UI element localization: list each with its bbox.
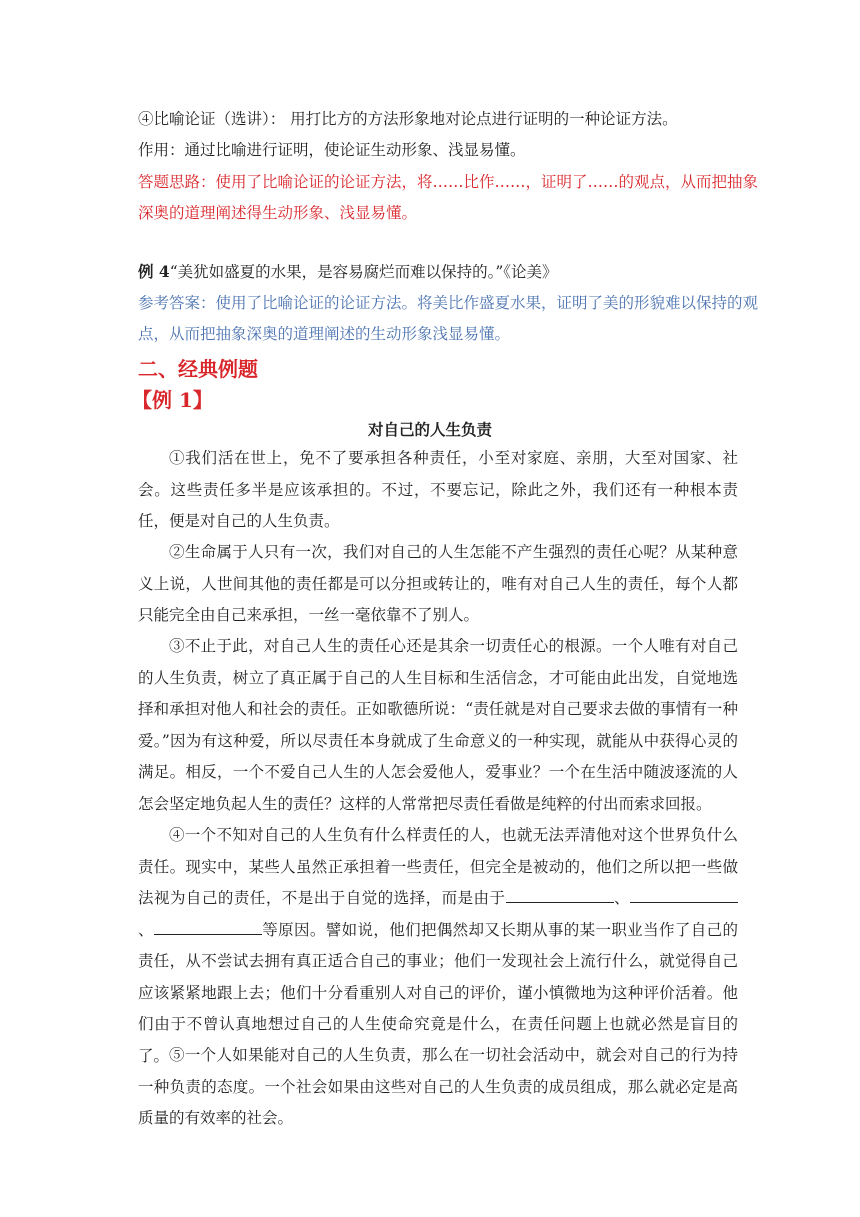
paragraph-4-rest: 等原因。譬如说，他们把偶然却又长期从事的某一职业当作了自己的责任，从不尝试去拥有真正适合自己的事业；他们一发现社会上流行什么，就觉得自己应该紧紧地跟上去；他们十分看重别人对自己的评价，谨小慎微地为这种评价活着。他们由于不曾认真地想过自己的人生使命究竟是什么，在责任问题上也就必然是盲目的了。 — [138, 920, 738, 1065]
article-paragraph-4 — [138, 820, 738, 1072]
example-tag: 【例 1】 — [132, 388, 213, 412]
blank-separator: 、 — [613, 889, 630, 907]
section-heading: 二、经典例题 — [138, 357, 258, 381]
example4-answer-line-2: 点，从而把抽象深奥的道理阐述的生动形象浅显易懂。 — [138, 325, 511, 343]
example4-question — [138, 262, 738, 282]
fill-blank-1[interactable] — [506, 888, 614, 903]
article-paragraph-1: ①我们活在世上，免不了要承担各种责任，小至对家庭、亲朋，大至对国家、社会。这些责任多半是应该承担的。不过，不要忘记，除此之外，我们还有一种根本责任，便是对自己的人生负责。 — [138, 449, 738, 530]
paragraph-4-lead: ④一个不知对自己的人生负有什么样责任的人，也就无法弄清他对这个世界负什么责任。现实中，某些人虽然正承担着一些责任，但完全是被动的，他们之所以把一些做法视为自己的责任，不是出于自觉的选择，而是由于 — [138, 826, 738, 907]
intro-function: 作用：通过比喻进行证明，使论证生动形象、浅显易懂。 — [138, 141, 526, 159]
answer-hint-line-2: 深奥的道理阐述得生动形象、浅显易懂。 — [138, 204, 418, 222]
example4-label: 例 4 — [138, 262, 170, 281]
fill-blank-2[interactable] — [630, 888, 738, 903]
answer-hint-line-1: 答题思路：使用了比喻论证的论证方法，将……比作……，证明了……的观点，从而把抽象 — [138, 173, 759, 191]
article-paragraph-3: ③不止于此，对自己人生的责任心还是其余一切责任心的根源。一个人唯有对自己的人生负责，树立了真正属于自己的人生目标和生活信念，才可能由此出发，自觉地选择和承担对他人和社会的责任。正如歌德所说：“责任就是对自己要求去做的事情有一种爱。”因为有这种爱，所以尽责任本身就成了生命意义的一种实现，就能从中获得心灵的满足。相反，一个不爱自己人生的人怎会爱他人，爱事业？一个在生活中随波逐流的人怎会坚定地负起人生的责任？这样的人常常把尽责任看做是纯粹的付出而索求回报。 — [138, 637, 738, 813]
intro-definition: ④比喻论证（选讲）： 用打比方的方法形象地对论点进行证明的一种论证方法。 — [138, 110, 678, 128]
article-title: 对自己的人生负责 — [367, 420, 492, 439]
example4-answer-line-1: 参考答案：使用了比喻论证的论证方法。将美比作盛夏水果，证明了美的形貌难以保持的观 — [138, 294, 759, 312]
fill-blank-3[interactable] — [154, 920, 262, 935]
example4-quote: “美犹如盛夏的水果，是容易腐烂而难以保持的。”《论美》 — [169, 263, 558, 281]
article-paragraph-2: ②生命属于人只有一次，我们对自己的人生怎能不产生强烈的责任心呢？从某种意义上说，人世间其他的责任都是可以分担或转让的，唯有对自己人生的责任，每个人都只能完全由自己来承担，一丝一毫依靠不了别人。 — [138, 543, 738, 624]
blank-separator: 、 — [138, 920, 154, 939]
article-paragraph-5: ⑤一个人如果能对自己的人生负责，那么在一切社会活动中，就会对自己的行为持一种负责的态度。一个社会如果由这些对自己的人生负责的成员组成，那么就必定是高质量的有效率的社会。 — [138, 1046, 738, 1127]
